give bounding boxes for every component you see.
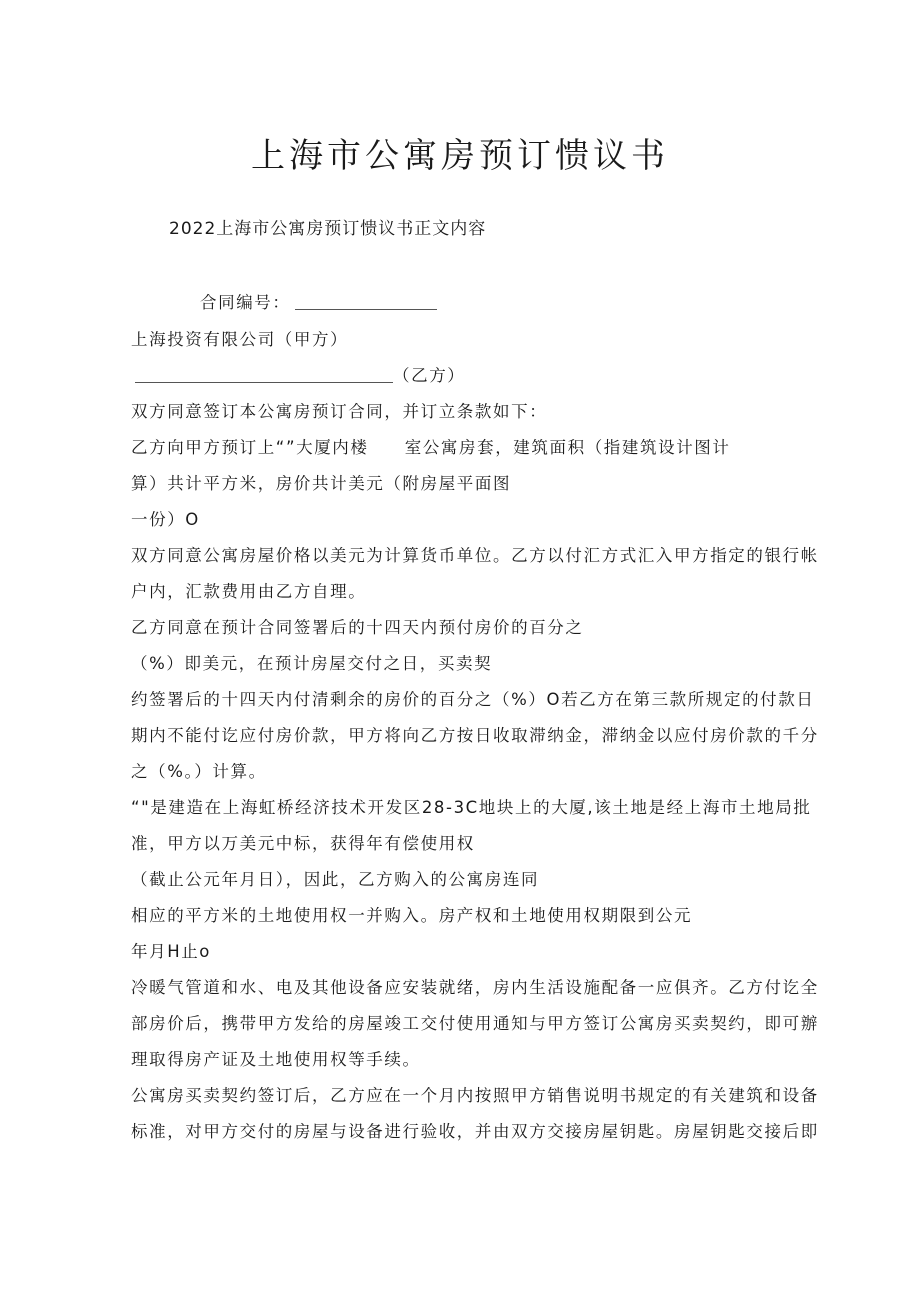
body-line: 准，甲方以万美元中标，获得年有偿使用权	[131, 834, 475, 853]
party-b-label: （乙方）	[393, 366, 466, 385]
body-line: 乙方向甲方预订上“”大厦内楼 室公寓房套，建筑面积（指建筑设计图计	[131, 438, 731, 457]
body-line: “"是建造在上海虹桥经济技术开发区28-3C地块上的大厦,该土地是经上海市土地局批	[131, 798, 812, 817]
body-line: 相应的平方米的土地使用权一并购入。房产权和土地使用权期限到公元	[131, 906, 693, 925]
document-subtitle: 2022上海市公寓房预订愦议书正文内容	[169, 219, 487, 239]
body-line: 约签署后的十四天内付清剩余的房价的百分之（%）O若乙方在第三款所规定的付款日	[131, 690, 815, 709]
body-line: 年月H止o	[131, 942, 212, 961]
party-a-line: 上海投资有限公司（甲方）	[131, 330, 349, 349]
contract-number-line	[200, 289, 437, 313]
body-line: 期内不能付讫应付房价款，甲方将向乙方按日收取滞纳金，滞纳金以应付房价款的千分	[131, 726, 819, 745]
body-line: 标准，对甲方交付的房屋与设备进行验收，并由双方交接房屋钥匙。房屋钥匙交接后即	[131, 1122, 819, 1141]
body-line: （%）即美元，在预计房屋交付之日，买卖契	[131, 654, 493, 673]
body-line: 双方同意签订本公寓房预订合同，并订立条款如下：	[131, 402, 548, 421]
body-line: 乙方同意在预计合同签署后的十四天内预付房价的百分之	[131, 618, 584, 637]
body-line: 之（%。）计算。	[131, 762, 267, 781]
party-b-blank	[135, 381, 393, 383]
body-line: 部房价后，携带甲方发给的房屋竣工交付使用通知与甲方签订公寓房买卖契约，即可辦	[131, 1014, 819, 1033]
body-line: 算）共计平方米，房价共计美元（附房屋平面图	[131, 474, 512, 493]
body-line: 公寓房买卖契约签订后，乙方应在一个月内按照甲方销售说明书规定的有关建筑和设备	[131, 1086, 819, 1105]
contract-number-blank	[295, 308, 437, 310]
document-title: 上海市公寓房预订愦议书	[251, 136, 669, 176]
contract-number-label: 合同编号：	[200, 293, 291, 312]
body-line: 一份）O	[131, 510, 200, 529]
body-line: （截止公元年月日），因此，乙方购入的公寓房连同	[131, 870, 540, 889]
body-line: 理取得房产证及土地使用权等手续。	[131, 1050, 421, 1069]
body-line: 双方同意公寓房屋价格以美元为计算货币单位。乙方以付汇方式汇入甲方指定的银行帐	[131, 546, 819, 565]
body-line: 户内，汇款费用由乙方自理。	[131, 582, 367, 601]
party-b-line	[131, 362, 465, 386]
body-line: 冷暖气管道和水、电及其他设备应安装就绪，房内生活设施配备一应俱齐。乙方付讫全	[131, 978, 819, 997]
